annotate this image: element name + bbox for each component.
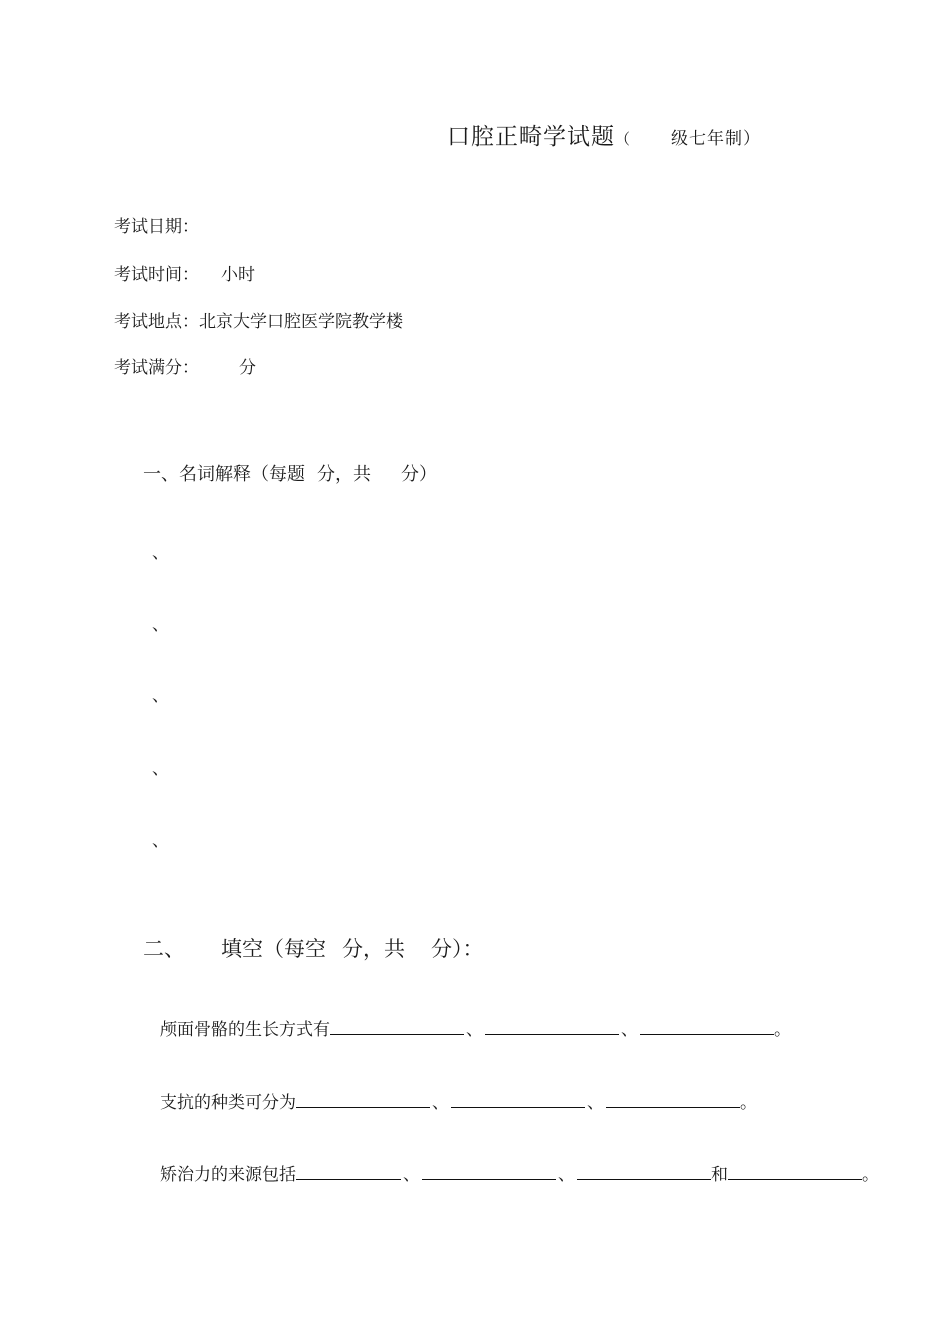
question-end: 。 xyxy=(740,1093,757,1113)
question-end: 。 xyxy=(774,1020,791,1040)
title-main: 口腔正畸学试题 xyxy=(447,124,615,150)
exam-score xyxy=(114,353,256,378)
section2-heading xyxy=(143,933,484,963)
separator: 、 xyxy=(432,1093,449,1113)
date-label: 考试日期： xyxy=(114,217,199,237)
answer-blank[interactable] xyxy=(422,1161,556,1180)
answer-blank[interactable] xyxy=(296,1089,430,1108)
section1-heading xyxy=(143,460,437,486)
question-text: 颅面骨骼的生长方式有 xyxy=(160,1020,330,1040)
section2-heading-a: 填空（每空 xyxy=(221,937,326,961)
separator: 和 xyxy=(711,1165,728,1185)
separator: 、 xyxy=(403,1165,420,1185)
exam-time xyxy=(114,260,255,285)
title-grade: 级七年制） xyxy=(671,129,762,149)
fill-question xyxy=(160,1015,791,1040)
term-item-mark: 、 xyxy=(152,543,169,563)
location-label: 考试地点： xyxy=(114,312,199,332)
answer-blank[interactable] xyxy=(296,1161,401,1180)
question-text: 支抗的种类可分为 xyxy=(160,1093,296,1113)
section1-heading-b: 分，共 xyxy=(317,464,371,485)
score-unit: 分 xyxy=(239,358,256,378)
answer-blank[interactable] xyxy=(606,1089,740,1108)
exam-title xyxy=(447,118,761,151)
fill-question xyxy=(160,1088,757,1113)
section2-heading-b: 分，共 xyxy=(342,937,405,961)
time-label: 考试时间： xyxy=(114,265,199,285)
exam-location xyxy=(114,307,403,332)
section2-num: 二、 xyxy=(143,937,185,961)
location-value: 北京大学口腔医学院教学楼 xyxy=(199,312,403,332)
term-item-mark: 、 xyxy=(152,831,169,851)
time-unit: 小时 xyxy=(221,265,255,285)
separator: 、 xyxy=(587,1093,604,1113)
term-item-mark: 、 xyxy=(152,686,169,706)
separator: 、 xyxy=(558,1165,575,1185)
answer-blank[interactable] xyxy=(451,1089,585,1108)
section2-heading-c: 分）： xyxy=(431,937,484,961)
answer-blank[interactable] xyxy=(728,1161,862,1180)
question-text: 矫治力的来源包括 xyxy=(160,1165,296,1185)
term-item-mark: 、 xyxy=(152,759,169,779)
title-paren: （ xyxy=(615,130,632,148)
answer-blank[interactable] xyxy=(485,1016,619,1035)
score-label: 考试满分： xyxy=(114,358,199,378)
answer-blank[interactable] xyxy=(577,1161,711,1180)
separator: 、 xyxy=(621,1020,638,1040)
section1-heading-c: 分） xyxy=(401,464,437,485)
section1-heading-a: 一、名词解释（每题 xyxy=(143,464,305,485)
separator: 、 xyxy=(466,1020,483,1040)
question-end: 。 xyxy=(862,1165,879,1185)
answer-blank[interactable] xyxy=(330,1016,464,1035)
answer-blank[interactable] xyxy=(640,1016,774,1035)
term-item-mark: 、 xyxy=(152,615,169,635)
fill-question xyxy=(160,1160,879,1185)
exam-date xyxy=(114,212,199,237)
